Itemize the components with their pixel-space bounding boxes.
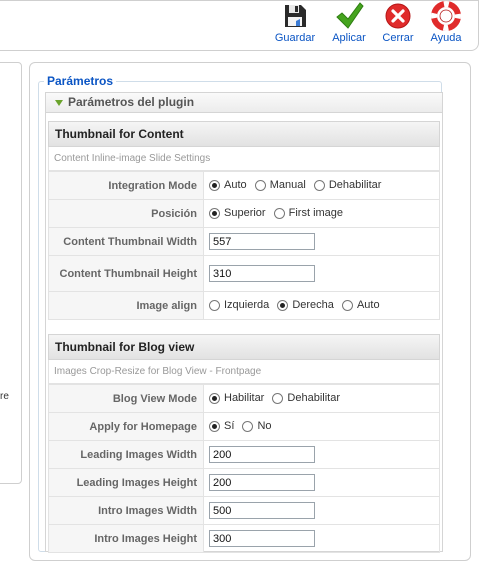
image-align-radios: [204, 292, 440, 320]
radio-button[interactable]: [272, 393, 283, 404]
radio-button[interactable]: [209, 208, 220, 219]
image-align-auto[interactable]: [342, 299, 380, 311]
blog-view-mode-disable[interactable]: [272, 392, 340, 404]
section-header: Thumbnail for Blog view: [48, 334, 440, 360]
option-label: First image: [288, 207, 344, 220]
intro-height-label: Intro Images Height: [49, 525, 204, 553]
close-icon: [383, 1, 413, 31]
left-panel: [0, 62, 22, 484]
option-label: Derecha: [292, 299, 334, 312]
position-radios: [204, 200, 440, 228]
image-align-row: [49, 292, 440, 320]
help-label: Ayuda: [430, 32, 462, 44]
apply-homepage-yes[interactable]: [209, 420, 234, 432]
integration-mode-manual[interactable]: [255, 179, 306, 191]
close-label: Cerrar: [382, 32, 414, 44]
radio-button[interactable]: [274, 208, 285, 219]
checkmark-icon: [334, 1, 364, 31]
radio-button[interactable]: [209, 421, 220, 432]
blog-thumbnail-section: [48, 334, 440, 553]
integration-mode-row: [49, 172, 440, 200]
radio-button[interactable]: [209, 393, 220, 404]
leading-width-row: [49, 441, 440, 469]
apply-label: Aplicar: [332, 32, 366, 44]
integration-mode-label: Integration Mode: [49, 172, 204, 200]
toolbar: [0, 0, 479, 51]
blog-view-mode-row: [49, 385, 440, 413]
apply-homepage-radios: [204, 413, 440, 441]
leading-height-row: [49, 469, 440, 497]
section-header: Thumbnail for Content: [48, 121, 440, 147]
integration-mode-auto[interactable]: [209, 179, 247, 191]
expand-arrow-icon: [55, 100, 63, 106]
leading-width-input[interactable]: [209, 446, 315, 463]
leading-height-input[interactable]: [209, 474, 315, 491]
blog-view-mode-radios: [204, 385, 440, 413]
plugin-parameters-toggle[interactable]: [46, 93, 442, 113]
option-label: Dehabilitar: [328, 179, 382, 192]
intro-width-label: Intro Images Width: [49, 497, 204, 525]
apply-button[interactable]: [329, 1, 369, 44]
apply-homepage-label: Apply for Homepage: [49, 413, 204, 441]
option-label: Izquierda: [224, 299, 270, 312]
radio-button[interactable]: [209, 300, 220, 311]
position-row: [49, 200, 440, 228]
image-align-left[interactable]: [209, 299, 269, 311]
position-label: Posición: [49, 200, 204, 228]
radio-button[interactable]: [242, 421, 253, 432]
radio-button[interactable]: [314, 180, 325, 191]
parameters-legend: Parámetros: [47, 74, 114, 88]
blog-options-table: [48, 384, 440, 553]
plugin-parameters-title: Parámetros del plugin: [68, 95, 195, 109]
section-description: Content Inline-image Slide Settings: [48, 147, 440, 171]
integration-mode-disable[interactable]: [314, 179, 382, 191]
thumbnail-height-label: Content Thumbnail Height: [49, 256, 204, 292]
option-label: Sí: [224, 420, 235, 433]
integration-mode-radios: [204, 172, 440, 200]
thumbnail-width-label: Content Thumbnail Width: [49, 228, 204, 256]
thumbnail-height-row: [49, 256, 440, 292]
position-first-image[interactable]: [274, 207, 343, 219]
radio-button[interactable]: [342, 300, 353, 311]
leading-width-label: Leading Images Width: [49, 441, 204, 469]
content-options-table: [48, 171, 440, 320]
thumbnail-width-row: [49, 228, 440, 256]
left-panel-text: re: [0, 391, 9, 402]
image-align-right[interactable]: [277, 299, 334, 311]
option-label: Habilitar: [224, 392, 265, 405]
option-label: Dehabilitar: [287, 392, 341, 405]
radio-button[interactable]: [255, 180, 266, 191]
option-label: Auto: [356, 299, 380, 312]
save-button[interactable]: [272, 1, 318, 44]
position-superior[interactable]: [209, 207, 266, 219]
intro-width-row: [49, 497, 440, 525]
floppy-disk-icon: [280, 1, 310, 31]
content-thumbnail-section: [48, 121, 440, 320]
thumbnail-height-input[interactable]: [209, 265, 315, 282]
leading-height-label: Leading Images Height: [49, 469, 204, 497]
close-button[interactable]: [379, 1, 417, 44]
blog-view-mode-enable[interactable]: [209, 392, 264, 404]
thumbnail-width-input[interactable]: [209, 233, 315, 250]
blog-view-mode-label: Blog View Mode: [49, 385, 204, 413]
save-label: Guardar: [274, 32, 316, 44]
help-button[interactable]: [427, 1, 465, 44]
apply-homepage-no[interactable]: [242, 420, 271, 432]
option-label: Manual: [269, 179, 306, 192]
intro-width-input[interactable]: [209, 502, 315, 519]
intro-height-row: [49, 525, 440, 553]
radio-button[interactable]: [209, 180, 220, 191]
section-description: Images Crop-Resize for Blog View - Frontpage: [48, 360, 440, 384]
option-label: Auto: [224, 179, 247, 192]
option-label: Superior: [224, 207, 266, 220]
intro-height-input[interactable]: [209, 530, 315, 547]
lifebuoy-icon: [431, 1, 461, 31]
radio-button[interactable]: [277, 300, 288, 311]
apply-homepage-row: [49, 413, 440, 441]
option-label: No: [257, 420, 272, 433]
image-align-label: Image align: [49, 292, 204, 320]
